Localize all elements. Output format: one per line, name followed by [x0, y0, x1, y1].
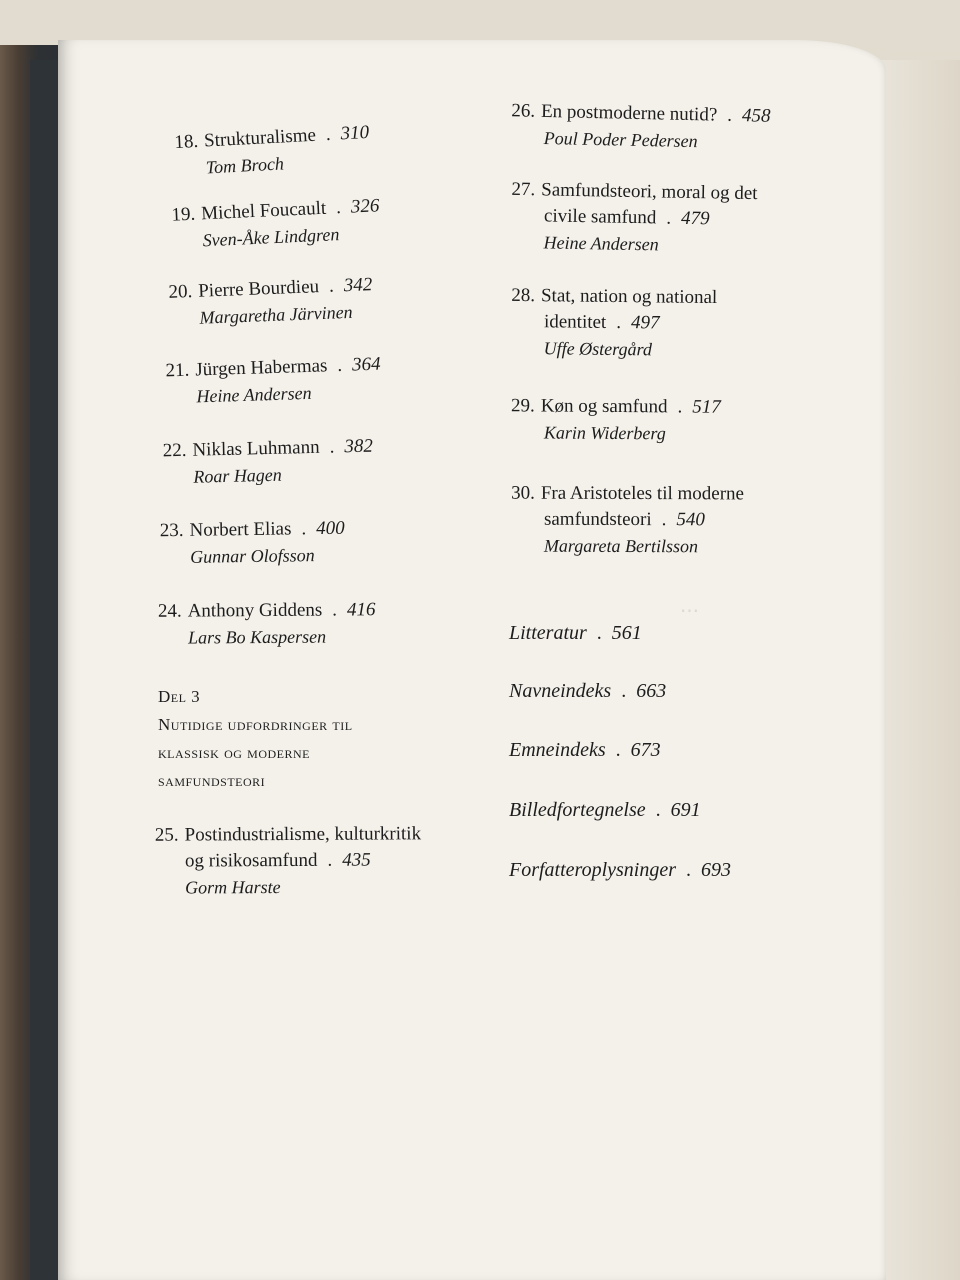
toc-entry-27: 27. Samfundsteori, moral og det civile samfund . 479 Heine Andersen — [511, 178, 758, 255]
toc-entry-20: 20. Pierre Bourdieu . 342 Margaretha Järvinen — [168, 274, 373, 328]
toc-entry-26: 26. En postmoderne nutid? . 458 Poul Poder Pedersen — [511, 100, 771, 152]
book-spine — [30, 60, 60, 1280]
adjacent-page-edge — [880, 60, 960, 1280]
back-matter-forfatteroplysninger: Forfatteroplysninger . 693 — [509, 859, 732, 881]
toc-entry-18: 18. Strukturalisme . 310 Tom Broch — [173, 121, 370, 178]
part-3-heading: Del 3 Nutidige udfordringer til klassisk og moderne samfundsteori — [158, 687, 353, 790]
back-matter-emneindeks: Emneindeks . 673 — [509, 739, 661, 761]
back-matter-litteratur: Litteratur . 561 — [509, 622, 642, 644]
toc-entry-22: 22. Niklas Luhmann . 382 Roar Hagen — [162, 435, 374, 487]
back-matter-billedfortegnelse: Billedfortegnelse . 691 — [509, 799, 701, 821]
show-through-text: ⋯ — [680, 601, 699, 622]
back-matter-navneindeks: Navneindeks . 663 — [509, 680, 667, 702]
toc-entry-24: 24. Anthony Giddens . 416 Lars Bo Kaspersen — [157, 599, 376, 648]
toc-entry-23: 23. Norbert Elias . 400 Gunnar Olofsson — [159, 517, 345, 567]
toc-entry-19: 19. Michel Foucault . 326 Sven-Åke Lindgren — [171, 195, 380, 251]
toc-entry-30: 30. Fra Aristoteles til moderne samfundsteori . 540 Margareta Bertilsson — [511, 482, 745, 557]
toc-entry-29: 29. Køn og samfund . 517 Karin Widerberg — [511, 395, 721, 444]
toc-entry-21: 21. Jürgen Habermas . 364 Heine Andersen — [165, 353, 381, 407]
toc-entry-28: 28. Stat, nation og national identitet . 497 Uffe Østergård — [511, 284, 718, 360]
toc-entry-25: 25. Postindustrialisme, kulturkritik og risikosamfund . 435 Gorm Harste — [154, 823, 422, 898]
